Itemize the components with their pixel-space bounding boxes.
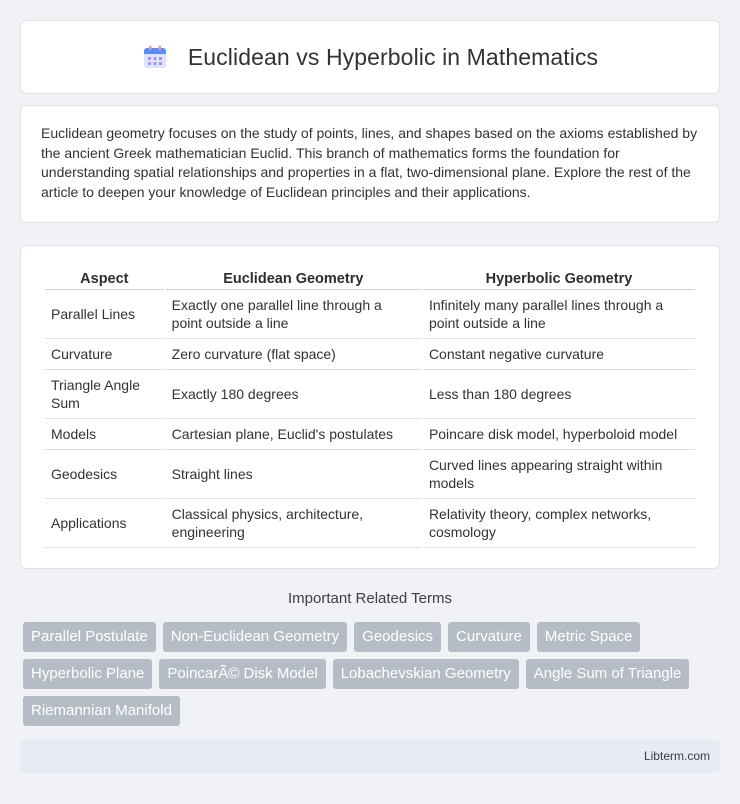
term-tag[interactable]: Lobachevskian Geometry [333, 659, 519, 689]
term-tag[interactable]: Riemannian Manifold [23, 696, 180, 726]
term-tag[interactable]: Curvature [448, 622, 530, 652]
table-row [45, 370, 695, 419]
euclidean-cell: Cartesian plane, Euclid's postulates [166, 419, 421, 450]
intro-paragraph: Euclidean geometry focuses on the study of points, lines, and shapes based on the axioms established by the ancient Greek mathematician Euclid. This branch of mathematics forms the foundation for understanding spatial relationships and properties in a flat, two-dimensional plane. Explore the rest of the article to deepen your knowledge of Euclidean principles and their applications. [41, 125, 698, 200]
hyperbolic-cell: Infinitely many parallel lines through a point outside a line [423, 290, 695, 339]
aspect-cell: Applications [45, 499, 164, 548]
calendar-icon [142, 44, 168, 70]
term-tag[interactable]: Non-Euclidean Geometry [163, 622, 347, 652]
aspect-cell: Parallel Lines [45, 290, 164, 339]
hyperbolic-cell: Curved lines appearing straight within models [423, 450, 695, 499]
page-title: Euclidean vs Hyperbolic in Mathematics [187, 43, 599, 70]
term-tag[interactable]: Hyperbolic Plane [23, 659, 152, 689]
aspect-cell: Curvature [45, 339, 164, 370]
aspect-cell: Triangle Angle Sum [45, 370, 164, 419]
header-aspect: Aspect [45, 264, 164, 290]
aspect-cell: Geodesics [45, 450, 164, 499]
euclidean-cell: Straight lines [166, 450, 421, 499]
term-tag[interactable]: PoincarÃ© Disk Model [159, 659, 325, 689]
table-row [45, 419, 695, 450]
hyperbolic-cell: Relativity theory, complex networks, cosmology [423, 499, 695, 548]
hyperbolic-cell: Constant negative curvature [423, 339, 695, 370]
header-card [20, 20, 720, 94]
hyperbolic-cell: Poincare disk model, hyperboloid model [423, 419, 695, 450]
table-row [45, 290, 695, 339]
euclidean-cell: Exactly one parallel line through a point outside a line [166, 290, 421, 339]
term-tag[interactable]: Parallel Postulate [23, 622, 156, 652]
comparison-table [43, 264, 697, 548]
related-terms-heading: Important Related Terms [288, 590, 452, 607]
comparison-card [20, 245, 720, 569]
footer [20, 740, 720, 773]
term-tag[interactable]: Metric Space [537, 622, 641, 652]
intro-card [20, 105, 720, 223]
footer-site-link[interactable]: Libterm.com [643, 749, 710, 763]
term-tag[interactable]: Angle Sum of Triangle [526, 659, 690, 689]
header-euclidean: Euclidean Geometry [166, 264, 421, 290]
euclidean-cell: Zero curvature (flat space) [166, 339, 421, 370]
header-inner [142, 44, 598, 71]
euclidean-cell: Exactly 180 degrees [166, 370, 421, 419]
term-tag[interactable]: Geodesics [354, 622, 441, 652]
table-row [45, 499, 695, 548]
table-row [45, 339, 695, 370]
euclidean-cell: Classical physics, architecture, engineering [166, 499, 421, 548]
header-hyperbolic: Hyperbolic Geometry [423, 264, 695, 290]
table-row [45, 450, 695, 499]
related-terms-list [23, 622, 703, 726]
aspect-cell: Models [45, 419, 164, 450]
hyperbolic-cell: Less than 180 degrees [423, 370, 695, 419]
table-header-row [45, 264, 695, 290]
